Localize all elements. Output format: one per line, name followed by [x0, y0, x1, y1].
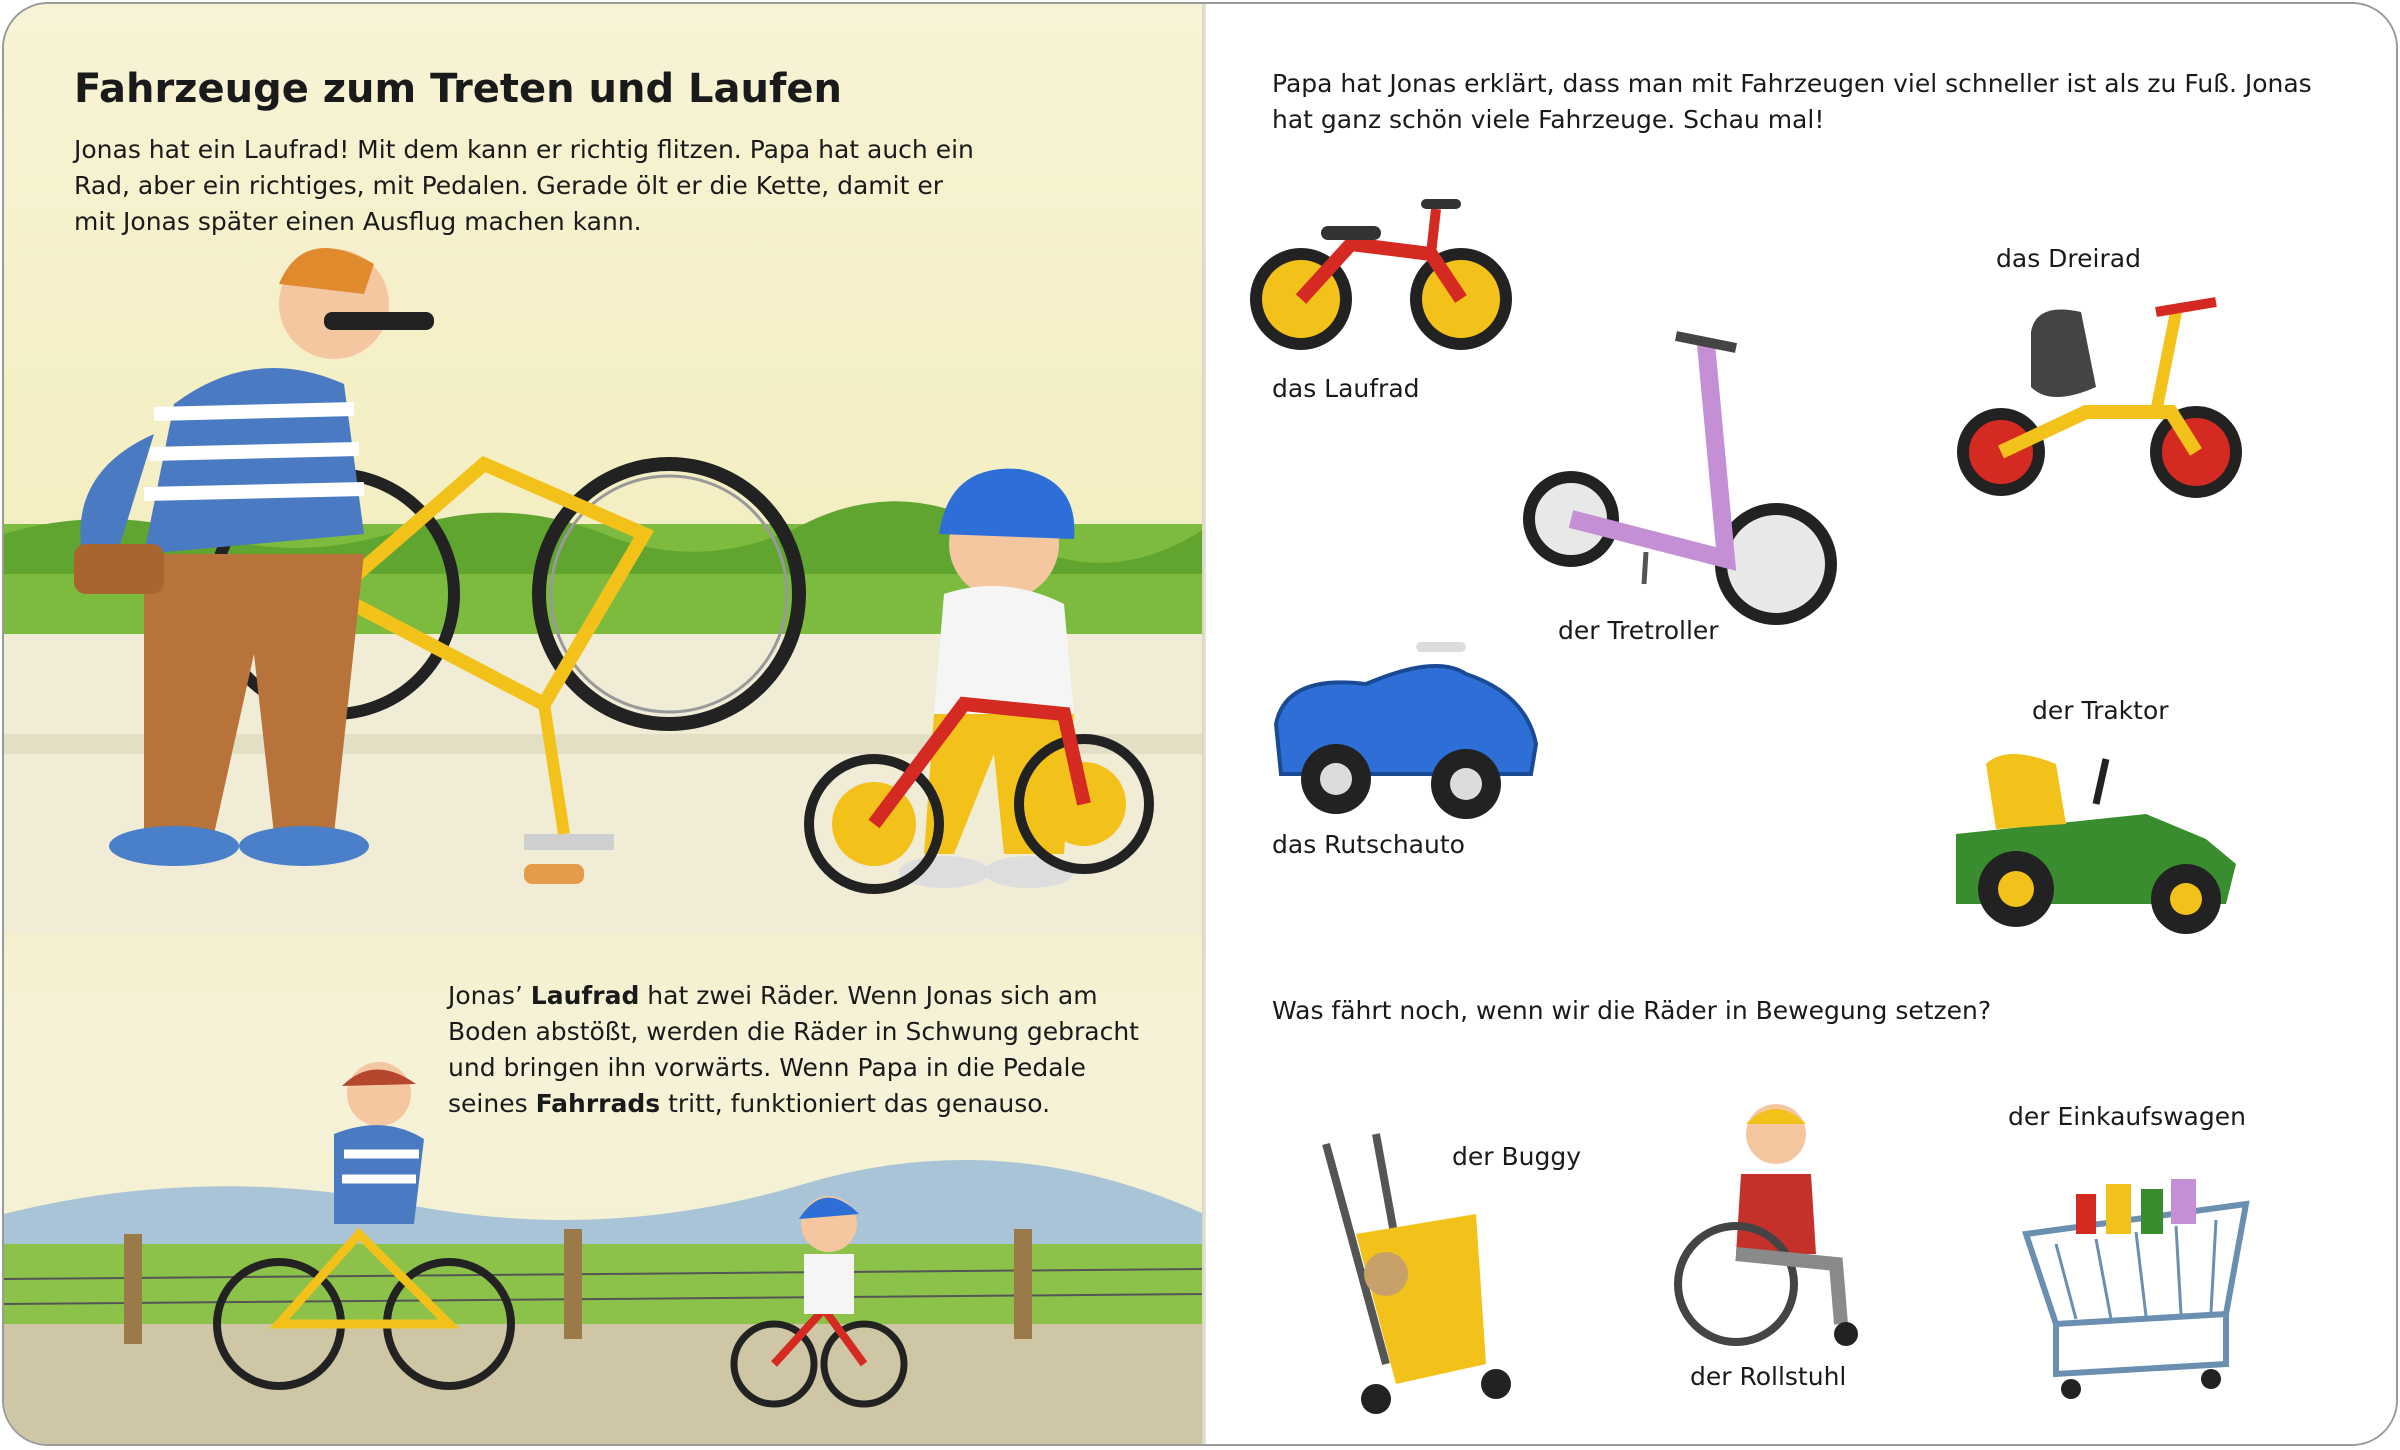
intro-text: Jonas hat ein Laufrad! Mit dem kann er richtig flitzen. Papa hat auch ein Rad, aber ein richtiges, mit Pedalen. Gerade ölt er die Kette, damit er mit Jonas später einen Ausflug machen kann. [74, 135, 974, 236]
label-laufrad: das Laufrad [1272, 374, 1420, 403]
keyword-laufrad: Laufrad [530, 981, 640, 1010]
right-intro-text: Papa hat Jonas erklärt, dass man mit Fahrzeugen viel schneller ist als zu Fuß. Jonas hat ganz schön viele Fahrzeuge. Schau mal! [1272, 69, 2312, 134]
label-dreirad: das Dreirad [1996, 244, 2141, 273]
label-tretroller: der Tretroller [1558, 616, 1719, 645]
label-buggy: der Buggy [1452, 1142, 1582, 1171]
label-einkaufswagen: der Einkaufswagen [2008, 1102, 2246, 1131]
rollstuhl-illustration [1666, 1094, 1886, 1354]
bike-repair-scene [4, 234, 1204, 954]
rutschauto-illustration [1266, 634, 1556, 834]
laufrad-illustration [1256, 184, 1516, 364]
label-rutschauto: das Rutschauto [1272, 830, 1465, 859]
question-text: Was fährt noch, wenn wir die Räder in Bewegung setzen? [1272, 996, 1992, 1025]
einkaufswagen-illustration [2016, 1154, 2266, 1404]
left-page [4, 4, 1204, 1446]
book-spread [2, 2, 2398, 1446]
page-title: Fahrzeuge zum Treten und Laufen [74, 66, 842, 112]
right-page [1206, 4, 2398, 1446]
keyword-fahrrad: Fahrrads [535, 1089, 661, 1118]
traktor-illustration [1946, 744, 2256, 944]
label-traktor: der Traktor [2032, 696, 2169, 725]
explanation-part-2: hat zwei Räder. Wenn Jonas sich am Boden abstößt, werden die Räder in Schwung gebracht und bringen ihn vorwärts. Wenn Papa in die Pedale seines [448, 981, 1139, 1118]
explanation-text [448, 978, 1148, 1122]
explanation-part-3: tritt, funktioniert das genauso. [660, 1089, 1051, 1118]
dreirad-illustration [1956, 292, 2256, 522]
label-rollstuhl: der Rollstuhl [1690, 1362, 1847, 1391]
tretroller-illustration [1526, 324, 1846, 634]
explanation-part-1: Jonas’ [448, 981, 531, 1010]
